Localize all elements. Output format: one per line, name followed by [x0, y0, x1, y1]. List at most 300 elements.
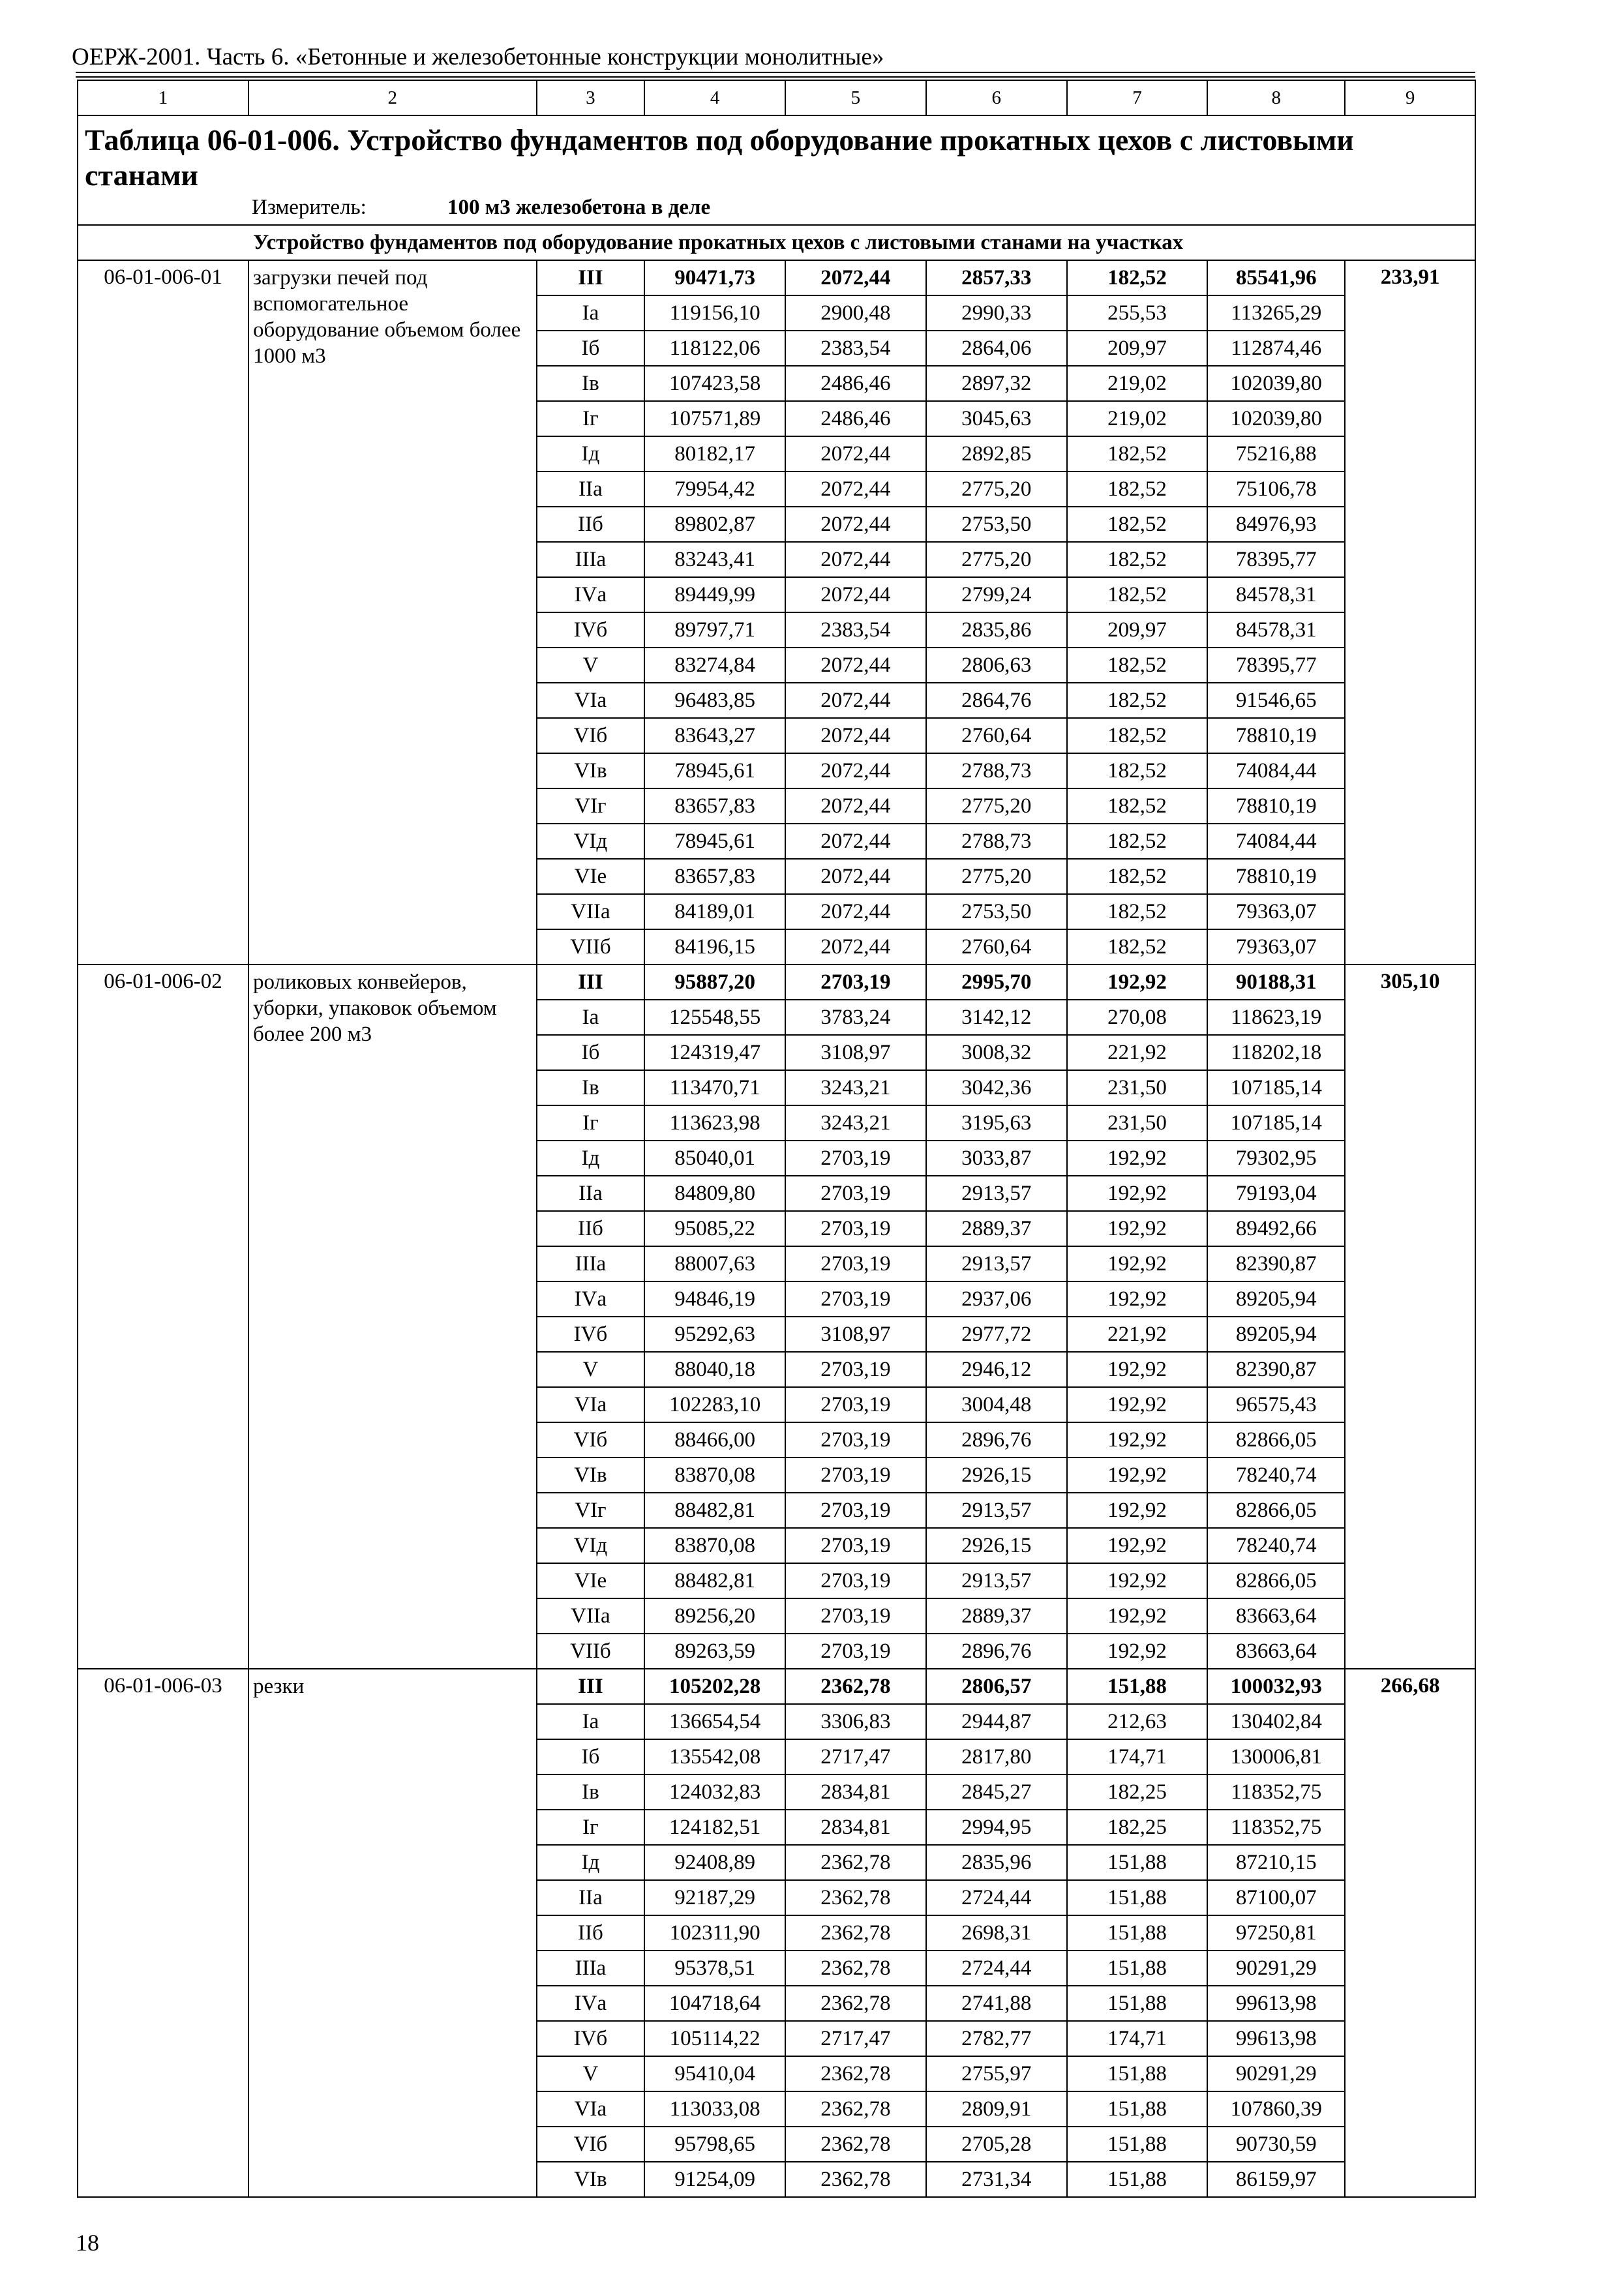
value-cell: 2817,80: [926, 1739, 1067, 1774]
value-cell: 99613,98: [1207, 1986, 1345, 2021]
value-cell: 91254,09: [644, 2162, 785, 2197]
value-cell: 2809,91: [926, 2091, 1067, 2127]
value-cell: 2362,78: [785, 1986, 926, 2021]
value-cell: 92187,29: [644, 1880, 785, 1915]
value-cell: 182,52: [1067, 718, 1208, 753]
value-cell: 79193,04: [1207, 1176, 1345, 1211]
value-cell: 192,92: [1067, 1211, 1208, 1246]
value-cell: 89797,71: [644, 612, 785, 648]
value-cell: 82390,87: [1207, 1352, 1345, 1387]
value-cell: 2834,81: [785, 1774, 926, 1810]
value-cell: 2741,88: [926, 1986, 1067, 2021]
value-cell: 107185,14: [1207, 1070, 1345, 1105]
value-cell: 95292,63: [644, 1317, 785, 1352]
value-cell: 151,88: [1067, 1669, 1208, 1704]
value-cell: 97250,81: [1207, 1915, 1345, 1951]
value-cell: 2799,24: [926, 577, 1067, 612]
value-cell: 2913,57: [926, 1176, 1067, 1211]
value-cell: 192,92: [1067, 1141, 1208, 1176]
value-cell: 82866,05: [1207, 1493, 1345, 1528]
value-cell: 94846,19: [644, 1281, 785, 1317]
value-cell: 95410,04: [644, 2056, 785, 2091]
value-cell: 2362,78: [785, 1669, 926, 1704]
value-cell: 2703,19: [785, 1176, 926, 1211]
value-cell: 124032,83: [644, 1774, 785, 1810]
value-cell: 3008,32: [926, 1035, 1067, 1070]
value-cell: 2782,77: [926, 2021, 1067, 2056]
zone-cell: VIIа: [537, 894, 645, 929]
value-cell: 2806,63: [926, 648, 1067, 683]
zone-cell: VIе: [537, 859, 645, 894]
value-cell: 3783,24: [785, 1000, 926, 1035]
zone-cell: IVа: [537, 1281, 645, 1317]
value-cell: 2703,19: [785, 1281, 926, 1317]
zone-cell: Iа: [537, 295, 645, 331]
zone-cell: Iг: [537, 1810, 645, 1845]
zone-cell: VIв: [537, 2162, 645, 2197]
value-cell: 83663,64: [1207, 1634, 1345, 1669]
value-cell: 82866,05: [1207, 1422, 1345, 1458]
value-cell: 89256,20: [644, 1598, 785, 1634]
value-cell: 2896,76: [926, 1634, 1067, 1669]
value-cell: 2755,97: [926, 2056, 1067, 2091]
zone-cell: Iа: [537, 1704, 645, 1739]
zone-cell: IIа: [537, 1880, 645, 1915]
value-cell: 2703,19: [785, 1634, 926, 1669]
value-cell: 90188,31: [1207, 965, 1345, 1000]
value-cell: 2703,19: [785, 1528, 926, 1563]
meter-line: [85, 193, 1468, 224]
value-cell: 96483,85: [644, 683, 785, 718]
value-cell: 2977,72: [926, 1317, 1067, 1352]
zone-cell: IVб: [537, 1317, 645, 1352]
value-cell: 90471,73: [644, 260, 785, 295]
header-rule: [76, 72, 1475, 73]
zone-cell: III: [537, 965, 645, 1000]
value-cell: 2703,19: [785, 1246, 926, 1281]
value-cell: 135542,08: [644, 1739, 785, 1774]
value-cell: 2760,64: [926, 929, 1067, 965]
value-cell: 84809,80: [644, 1176, 785, 1211]
value-cell: 84578,31: [1207, 612, 1345, 648]
zone-cell: Iд: [537, 1141, 645, 1176]
value-cell: 78810,19: [1207, 788, 1345, 824]
zone-cell: Iв: [537, 1774, 645, 1810]
value-cell: 78240,74: [1207, 1458, 1345, 1493]
zone-cell: VIд: [537, 1528, 645, 1563]
value-cell: 87100,07: [1207, 1880, 1345, 1915]
zone-cell: III: [537, 260, 645, 295]
value-cell: 2913,57: [926, 1493, 1067, 1528]
zone-cell: IIб: [537, 1915, 645, 1951]
zone-cell: IVб: [537, 2021, 645, 2056]
value-cell: 270,08: [1067, 1000, 1208, 1035]
value-cell: 88466,00: [644, 1422, 785, 1458]
value-cell: 113265,29: [1207, 295, 1345, 331]
column-number: 3: [537, 80, 645, 115]
value-cell: 85541,96: [1207, 260, 1345, 295]
value-cell: 2775,20: [926, 859, 1067, 894]
zone-cell: Iа: [537, 1000, 645, 1035]
value-cell: 84976,93: [1207, 507, 1345, 542]
value-cell: 2864,76: [926, 683, 1067, 718]
value-cell: 3045,63: [926, 401, 1067, 436]
rate-description: загрузки печей под вспомогательное оборудование объемом более 1000 м3: [248, 260, 537, 965]
value-cell: 2072,44: [785, 436, 926, 471]
rate-code: 06-01-006-02: [78, 965, 248, 1669]
value-cell: 91546,65: [1207, 683, 1345, 718]
value-cell: 83274,84: [644, 648, 785, 683]
value-cell: 2362,78: [785, 1915, 926, 1951]
value-cell: 2072,44: [785, 894, 926, 929]
value-cell: 92408,89: [644, 1845, 785, 1880]
zone-cell: VIе: [537, 1563, 645, 1598]
zone-cell: Iг: [537, 401, 645, 436]
value-cell: 100032,93: [1207, 1669, 1345, 1704]
zone-cell: VIб: [537, 2127, 645, 2162]
zone-cell: Iб: [537, 331, 645, 366]
value-cell: 78810,19: [1207, 718, 1345, 753]
value-cell: 151,88: [1067, 2091, 1208, 2127]
value-cell: 119156,10: [644, 295, 785, 331]
value-cell: 2889,37: [926, 1598, 1067, 1634]
value-cell: 2703,19: [785, 1352, 926, 1387]
value-cell: 2946,12: [926, 1352, 1067, 1387]
value-cell: 2072,44: [785, 577, 926, 612]
value-cell: 2724,44: [926, 1880, 1067, 1915]
value-cell: 89802,87: [644, 507, 785, 542]
value-cell: 112874,46: [1207, 331, 1345, 366]
value-cell: 88007,63: [644, 1246, 785, 1281]
value-cell: 2806,57: [926, 1669, 1067, 1704]
value-cell: 2775,20: [926, 542, 1067, 577]
value-cell: 2072,44: [785, 753, 926, 788]
value-cell: 84189,01: [644, 894, 785, 929]
value-cell: 192,92: [1067, 1176, 1208, 1211]
rate-code: 06-01-006-01: [78, 260, 248, 965]
value-cell: 124319,47: [644, 1035, 785, 1070]
value-cell: 231,50: [1067, 1070, 1208, 1105]
value-cell: 151,88: [1067, 1986, 1208, 2021]
value-cell: 78945,61: [644, 824, 785, 859]
value-cell: 182,52: [1067, 894, 1208, 929]
value-cell: 2990,33: [926, 295, 1067, 331]
value-cell: 2788,73: [926, 753, 1067, 788]
value-cell: 209,97: [1067, 612, 1208, 648]
value-cell: 182,25: [1067, 1810, 1208, 1845]
table-row: [78, 260, 1475, 295]
labor-cost: 266,68: [1345, 1669, 1475, 2197]
rates-table: [77, 80, 1476, 2198]
value-cell: 79363,07: [1207, 894, 1345, 929]
value-cell: 192,92: [1067, 1281, 1208, 1317]
zone-cell: Iб: [537, 1739, 645, 1774]
value-cell: 2900,48: [785, 295, 926, 331]
value-cell: 2703,19: [785, 1458, 926, 1493]
value-cell: 2698,31: [926, 1915, 1067, 1951]
value-cell: 2072,44: [785, 542, 926, 577]
value-cell: 90291,29: [1207, 1951, 1345, 1986]
zone-cell: Iв: [537, 1070, 645, 1105]
value-cell: 113470,71: [644, 1070, 785, 1105]
value-cell: 182,52: [1067, 648, 1208, 683]
rate-description: резки: [248, 1669, 537, 2197]
value-cell: 2864,06: [926, 331, 1067, 366]
table-title-row: [78, 115, 1475, 225]
value-cell: 78945,61: [644, 753, 785, 788]
value-cell: 151,88: [1067, 1951, 1208, 1986]
value-cell: 78810,19: [1207, 859, 1345, 894]
value-cell: 95085,22: [644, 1211, 785, 1246]
zone-cell: IIб: [537, 507, 645, 542]
value-cell: 83663,64: [1207, 1598, 1345, 1634]
value-cell: 3306,83: [785, 1704, 926, 1739]
zone-cell: III: [537, 1669, 645, 1704]
value-cell: 2896,76: [926, 1422, 1067, 1458]
value-cell: 182,52: [1067, 577, 1208, 612]
value-cell: 99613,98: [1207, 2021, 1345, 2056]
zone-cell: IVа: [537, 577, 645, 612]
value-cell: 105114,22: [644, 2021, 785, 2056]
value-cell: 113033,08: [644, 2091, 785, 2127]
value-cell: 151,88: [1067, 2056, 1208, 2091]
value-cell: 87210,15: [1207, 1845, 1345, 1880]
value-cell: 2717,47: [785, 2021, 926, 2056]
value-cell: 102311,90: [644, 1915, 785, 1951]
value-cell: 82866,05: [1207, 1563, 1345, 1598]
value-cell: 2731,34: [926, 2162, 1067, 2197]
value-cell: 2913,57: [926, 1563, 1067, 1598]
value-cell: 118623,19: [1207, 1000, 1345, 1035]
column-number-row: [78, 80, 1475, 115]
value-cell: 84196,15: [644, 929, 785, 965]
value-cell: 90730,59: [1207, 2127, 1345, 2162]
value-cell: 96575,43: [1207, 1387, 1345, 1422]
value-cell: 182,52: [1067, 753, 1208, 788]
column-number: 8: [1207, 80, 1345, 115]
value-cell: 2995,70: [926, 965, 1067, 1000]
value-cell: 182,52: [1067, 824, 1208, 859]
value-cell: 2072,44: [785, 471, 926, 507]
value-cell: 130006,81: [1207, 1739, 1345, 1774]
value-cell: 83870,08: [644, 1458, 785, 1493]
value-cell: 2760,64: [926, 718, 1067, 753]
table-title-cell: [78, 115, 1475, 225]
zone-cell: IIIа: [537, 1951, 645, 1986]
column-number: 2: [248, 80, 537, 115]
value-cell: 151,88: [1067, 1880, 1208, 1915]
value-cell: 192,92: [1067, 1458, 1208, 1493]
zone-cell: IIа: [537, 1176, 645, 1211]
value-cell: 107571,89: [644, 401, 785, 436]
value-cell: 2072,44: [785, 718, 926, 753]
value-cell: 88482,81: [644, 1493, 785, 1528]
value-cell: 2362,78: [785, 2091, 926, 2127]
labor-cost: 305,10: [1345, 965, 1475, 1669]
value-cell: 79363,07: [1207, 929, 1345, 965]
value-cell: 182,52: [1067, 471, 1208, 507]
value-cell: 83657,83: [644, 859, 785, 894]
zone-cell: IIIа: [537, 542, 645, 577]
value-cell: 102039,80: [1207, 401, 1345, 436]
zone-cell: V: [537, 1352, 645, 1387]
value-cell: 118352,75: [1207, 1810, 1345, 1845]
zone-cell: VIг: [537, 788, 645, 824]
zone-cell: Iд: [537, 436, 645, 471]
zone-cell: VIа: [537, 1387, 645, 1422]
value-cell: 89205,94: [1207, 1281, 1345, 1317]
value-cell: 113623,98: [644, 1105, 785, 1141]
value-cell: 2703,19: [785, 1387, 926, 1422]
value-cell: 182,52: [1067, 507, 1208, 542]
value-cell: 192,92: [1067, 965, 1208, 1000]
value-cell: 95378,51: [644, 1951, 785, 1986]
value-cell: 192,92: [1067, 1563, 1208, 1598]
value-cell: 219,02: [1067, 366, 1208, 401]
value-cell: 83643,27: [644, 718, 785, 753]
zone-cell: IIб: [537, 1211, 645, 1246]
value-cell: 118122,06: [644, 331, 785, 366]
value-cell: 2705,28: [926, 2127, 1067, 2162]
value-cell: 118352,75: [1207, 1774, 1345, 1810]
zone-cell: VIIб: [537, 1634, 645, 1669]
value-cell: 2362,78: [785, 2127, 926, 2162]
value-cell: 2834,81: [785, 1810, 926, 1845]
value-cell: 79302,95: [1207, 1141, 1345, 1176]
value-cell: 182,52: [1067, 260, 1208, 295]
value-cell: 2724,44: [926, 1951, 1067, 1986]
value-cell: 125548,55: [644, 1000, 785, 1035]
value-cell: 89449,99: [644, 577, 785, 612]
value-cell: 102039,80: [1207, 366, 1345, 401]
value-cell: 192,92: [1067, 1246, 1208, 1281]
value-cell: 151,88: [1067, 2162, 1208, 2197]
value-cell: 2926,15: [926, 1458, 1067, 1493]
value-cell: 2362,78: [785, 1880, 926, 1915]
value-cell: 174,71: [1067, 1739, 1208, 1774]
value-cell: 192,92: [1067, 1598, 1208, 1634]
value-cell: 2072,44: [785, 824, 926, 859]
value-cell: 78240,74: [1207, 1528, 1345, 1563]
value-cell: 2788,73: [926, 824, 1067, 859]
value-cell: 3195,63: [926, 1105, 1067, 1141]
value-cell: 78395,77: [1207, 648, 1345, 683]
value-cell: 2486,46: [785, 401, 926, 436]
value-cell: 2703,19: [785, 1563, 926, 1598]
value-cell: 219,02: [1067, 401, 1208, 436]
value-cell: 3142,12: [926, 1000, 1067, 1035]
value-cell: 90291,29: [1207, 2056, 1345, 2091]
value-cell: 182,52: [1067, 859, 1208, 894]
value-cell: 136654,54: [644, 1704, 785, 1739]
column-number: 6: [926, 80, 1067, 115]
zone-cell: VIа: [537, 683, 645, 718]
value-cell: 83243,41: [644, 542, 785, 577]
value-cell: 3243,21: [785, 1105, 926, 1141]
value-cell: 107185,14: [1207, 1105, 1345, 1141]
value-cell: 2703,19: [785, 1598, 926, 1634]
zone-cell: V: [537, 648, 645, 683]
value-cell: 209,97: [1067, 331, 1208, 366]
value-cell: 2937,06: [926, 1281, 1067, 1317]
zone-cell: VIв: [537, 1458, 645, 1493]
value-cell: 2889,37: [926, 1211, 1067, 1246]
meter-value: 100 м3 железобетона в деле: [447, 196, 711, 219]
zone-cell: IIа: [537, 471, 645, 507]
value-cell: 89205,94: [1207, 1317, 1345, 1352]
value-cell: 75216,88: [1207, 436, 1345, 471]
table-row: [78, 1669, 1475, 1704]
value-cell: 88040,18: [644, 1352, 785, 1387]
value-cell: 80182,17: [644, 436, 785, 471]
zone-cell: VIб: [537, 1422, 645, 1458]
value-cell: 2913,57: [926, 1246, 1067, 1281]
value-cell: 2072,44: [785, 859, 926, 894]
value-cell: 2703,19: [785, 1211, 926, 1246]
zone-cell: VIа: [537, 2091, 645, 2127]
zone-cell: VIд: [537, 824, 645, 859]
value-cell: 3033,87: [926, 1141, 1067, 1176]
value-cell: 192,92: [1067, 1387, 1208, 1422]
value-cell: 107423,58: [644, 366, 785, 401]
value-cell: 2944,87: [926, 1704, 1067, 1739]
zone-cell: IIIа: [537, 1246, 645, 1281]
value-cell: 2362,78: [785, 1951, 926, 1986]
value-cell: 192,92: [1067, 1528, 1208, 1563]
value-cell: 79954,42: [644, 471, 785, 507]
value-cell: 2072,44: [785, 260, 926, 295]
page-number: 18: [76, 2230, 99, 2256]
value-cell: 174,71: [1067, 2021, 1208, 2056]
value-cell: 2926,15: [926, 1528, 1067, 1563]
section-subtitle-row: [78, 225, 1475, 260]
value-cell: 2753,50: [926, 507, 1067, 542]
labor-cost: 233,91: [1345, 260, 1475, 965]
zone-cell: VIб: [537, 718, 645, 753]
value-cell: 3004,48: [926, 1387, 1067, 1422]
column-number: 4: [644, 80, 785, 115]
zone-cell: V: [537, 2056, 645, 2091]
header-rule: [76, 76, 1475, 78]
value-cell: 102283,10: [644, 1387, 785, 1422]
zone-cell: VIIа: [537, 1598, 645, 1634]
value-cell: 2753,50: [926, 894, 1067, 929]
value-cell: 2845,27: [926, 1774, 1067, 1810]
value-cell: 2383,54: [785, 331, 926, 366]
value-cell: 255,53: [1067, 295, 1208, 331]
rate-code: 06-01-006-03: [78, 1669, 248, 2197]
value-cell: 85040,01: [644, 1141, 785, 1176]
value-cell: 3042,36: [926, 1070, 1067, 1105]
value-cell: 2994,95: [926, 1810, 1067, 1845]
value-cell: 74084,44: [1207, 753, 1345, 788]
value-cell: 2717,47: [785, 1739, 926, 1774]
column-number: 7: [1067, 80, 1208, 115]
value-cell: 2897,32: [926, 366, 1067, 401]
value-cell: 2835,86: [926, 612, 1067, 648]
value-cell: 2892,85: [926, 436, 1067, 471]
rate-description: роликовых конвейеров, уборки, упаковок объемом более 200 м3: [248, 965, 537, 1669]
value-cell: 182,52: [1067, 788, 1208, 824]
value-cell: 192,92: [1067, 1352, 1208, 1387]
value-cell: 2072,44: [785, 788, 926, 824]
value-cell: 3108,97: [785, 1317, 926, 1352]
value-cell: 2703,19: [785, 965, 926, 1000]
value-cell: 151,88: [1067, 2127, 1208, 2162]
value-cell: 2383,54: [785, 612, 926, 648]
value-cell: 130402,84: [1207, 1704, 1345, 1739]
value-cell: 2775,20: [926, 471, 1067, 507]
